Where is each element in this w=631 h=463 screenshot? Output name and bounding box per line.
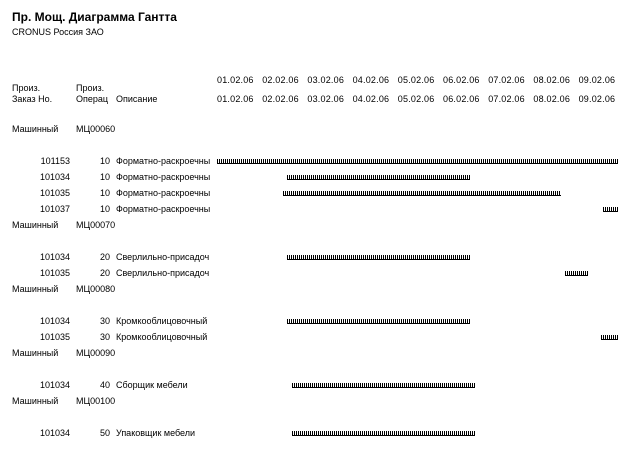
gantt-bar xyxy=(565,271,588,276)
operation-description: Сверлильно-присадоч xyxy=(116,268,210,278)
date-label: 05.02.06 xyxy=(397,75,435,85)
date-label: 01.02.06 xyxy=(217,94,254,104)
report-title: Пр. Мощ. Диаграмма Гантта xyxy=(12,10,177,24)
date-label: 07.02.06 xyxy=(488,94,525,104)
order-header-line2: Заказ Но. xyxy=(12,94,53,104)
operation-description: Форматно-раскроечны xyxy=(116,204,211,214)
operation-description: Кромкооблицовочный xyxy=(116,316,208,326)
work-center-code: МЦ00070 xyxy=(76,220,116,230)
work-center-code: МЦ00100 xyxy=(76,396,116,406)
work-center-code: МЦ00080 xyxy=(76,284,116,294)
operation-number: 40 xyxy=(99,380,110,390)
gantt-bar xyxy=(217,159,618,164)
operation-number: 10 xyxy=(99,188,110,198)
date-label: 02.02.06 xyxy=(262,94,299,104)
operation-header-line2: Операц xyxy=(76,94,109,104)
date-label: 09.02.06 xyxy=(578,94,616,104)
gantt-bar xyxy=(603,207,618,212)
operation-description: Форматно-раскроечны xyxy=(116,156,211,166)
operation-header-line1: Произ. xyxy=(76,83,105,93)
order-number: 101034 xyxy=(39,172,70,182)
operation-number: 10 xyxy=(99,172,110,182)
date-label: 03.02.06 xyxy=(307,94,345,104)
operation-description: Кромкооблицовочный xyxy=(116,332,208,342)
order-number: 101034 xyxy=(39,428,70,438)
operation-number: 20 xyxy=(99,268,110,278)
operation-description: Упаковщик мебели xyxy=(116,428,196,438)
operation-number: 10 xyxy=(99,156,110,166)
order-number: 101035 xyxy=(39,188,70,198)
description-header: Описание xyxy=(116,94,158,104)
date-label: 09.02.06 xyxy=(578,75,616,85)
order-number: 101037 xyxy=(39,204,70,214)
gantt-bar xyxy=(292,431,475,436)
order-number: 101153 xyxy=(40,156,70,166)
order-number: 101035 xyxy=(39,268,70,278)
order-header-line1: Произ. xyxy=(12,83,41,93)
order-number: 101034 xyxy=(39,380,70,390)
gantt-bar xyxy=(283,191,561,196)
order-number: 101035 xyxy=(39,332,70,342)
date-label: 08.02.06 xyxy=(533,94,571,104)
gantt-bar xyxy=(292,383,475,388)
work-center-type: Машинный xyxy=(12,396,59,406)
operation-description: Форматно-раскроечны xyxy=(116,172,211,182)
work-center-code: МЦ00060 xyxy=(76,124,116,134)
operation-number: 50 xyxy=(99,428,110,438)
date-label: 05.02.06 xyxy=(397,94,435,104)
date-label: 01.02.06 xyxy=(217,75,254,85)
operation-description: Сверлильно-присадоч xyxy=(116,252,210,262)
order-number: 101034 xyxy=(39,252,70,262)
operation-description: Форматно-раскроечны xyxy=(116,188,211,198)
company-name: CRONUS Россия ЗАО xyxy=(12,27,104,37)
operation-number: 10 xyxy=(99,204,110,214)
operation-number: 30 xyxy=(99,316,110,326)
work-center-type: Машинный xyxy=(12,220,59,230)
date-label: 06.02.06 xyxy=(443,94,480,104)
date-label: 08.02.06 xyxy=(533,75,571,85)
work-center-code: МЦ00090 xyxy=(76,348,116,358)
gantt-bar xyxy=(287,255,470,260)
operation-number: 20 xyxy=(99,252,110,262)
date-label: 03.02.06 xyxy=(307,75,345,85)
date-label: 07.02.06 xyxy=(488,75,525,85)
date-label: 02.02.06 xyxy=(262,75,299,85)
operation-description: Сборщик мебели xyxy=(116,380,188,390)
date-label: 04.02.06 xyxy=(352,75,390,85)
operation-number: 30 xyxy=(99,332,110,342)
work-center-type: Машинный xyxy=(12,124,59,134)
date-label: 06.02.06 xyxy=(443,75,480,85)
order-number: 101034 xyxy=(39,316,70,326)
date-label: 04.02.06 xyxy=(352,94,390,104)
work-center-type: Машинный xyxy=(12,348,59,358)
gantt-bar xyxy=(287,175,470,180)
gantt-bar xyxy=(601,335,618,340)
gantt-bar xyxy=(287,319,470,324)
work-center-type: Машинный xyxy=(12,284,59,294)
